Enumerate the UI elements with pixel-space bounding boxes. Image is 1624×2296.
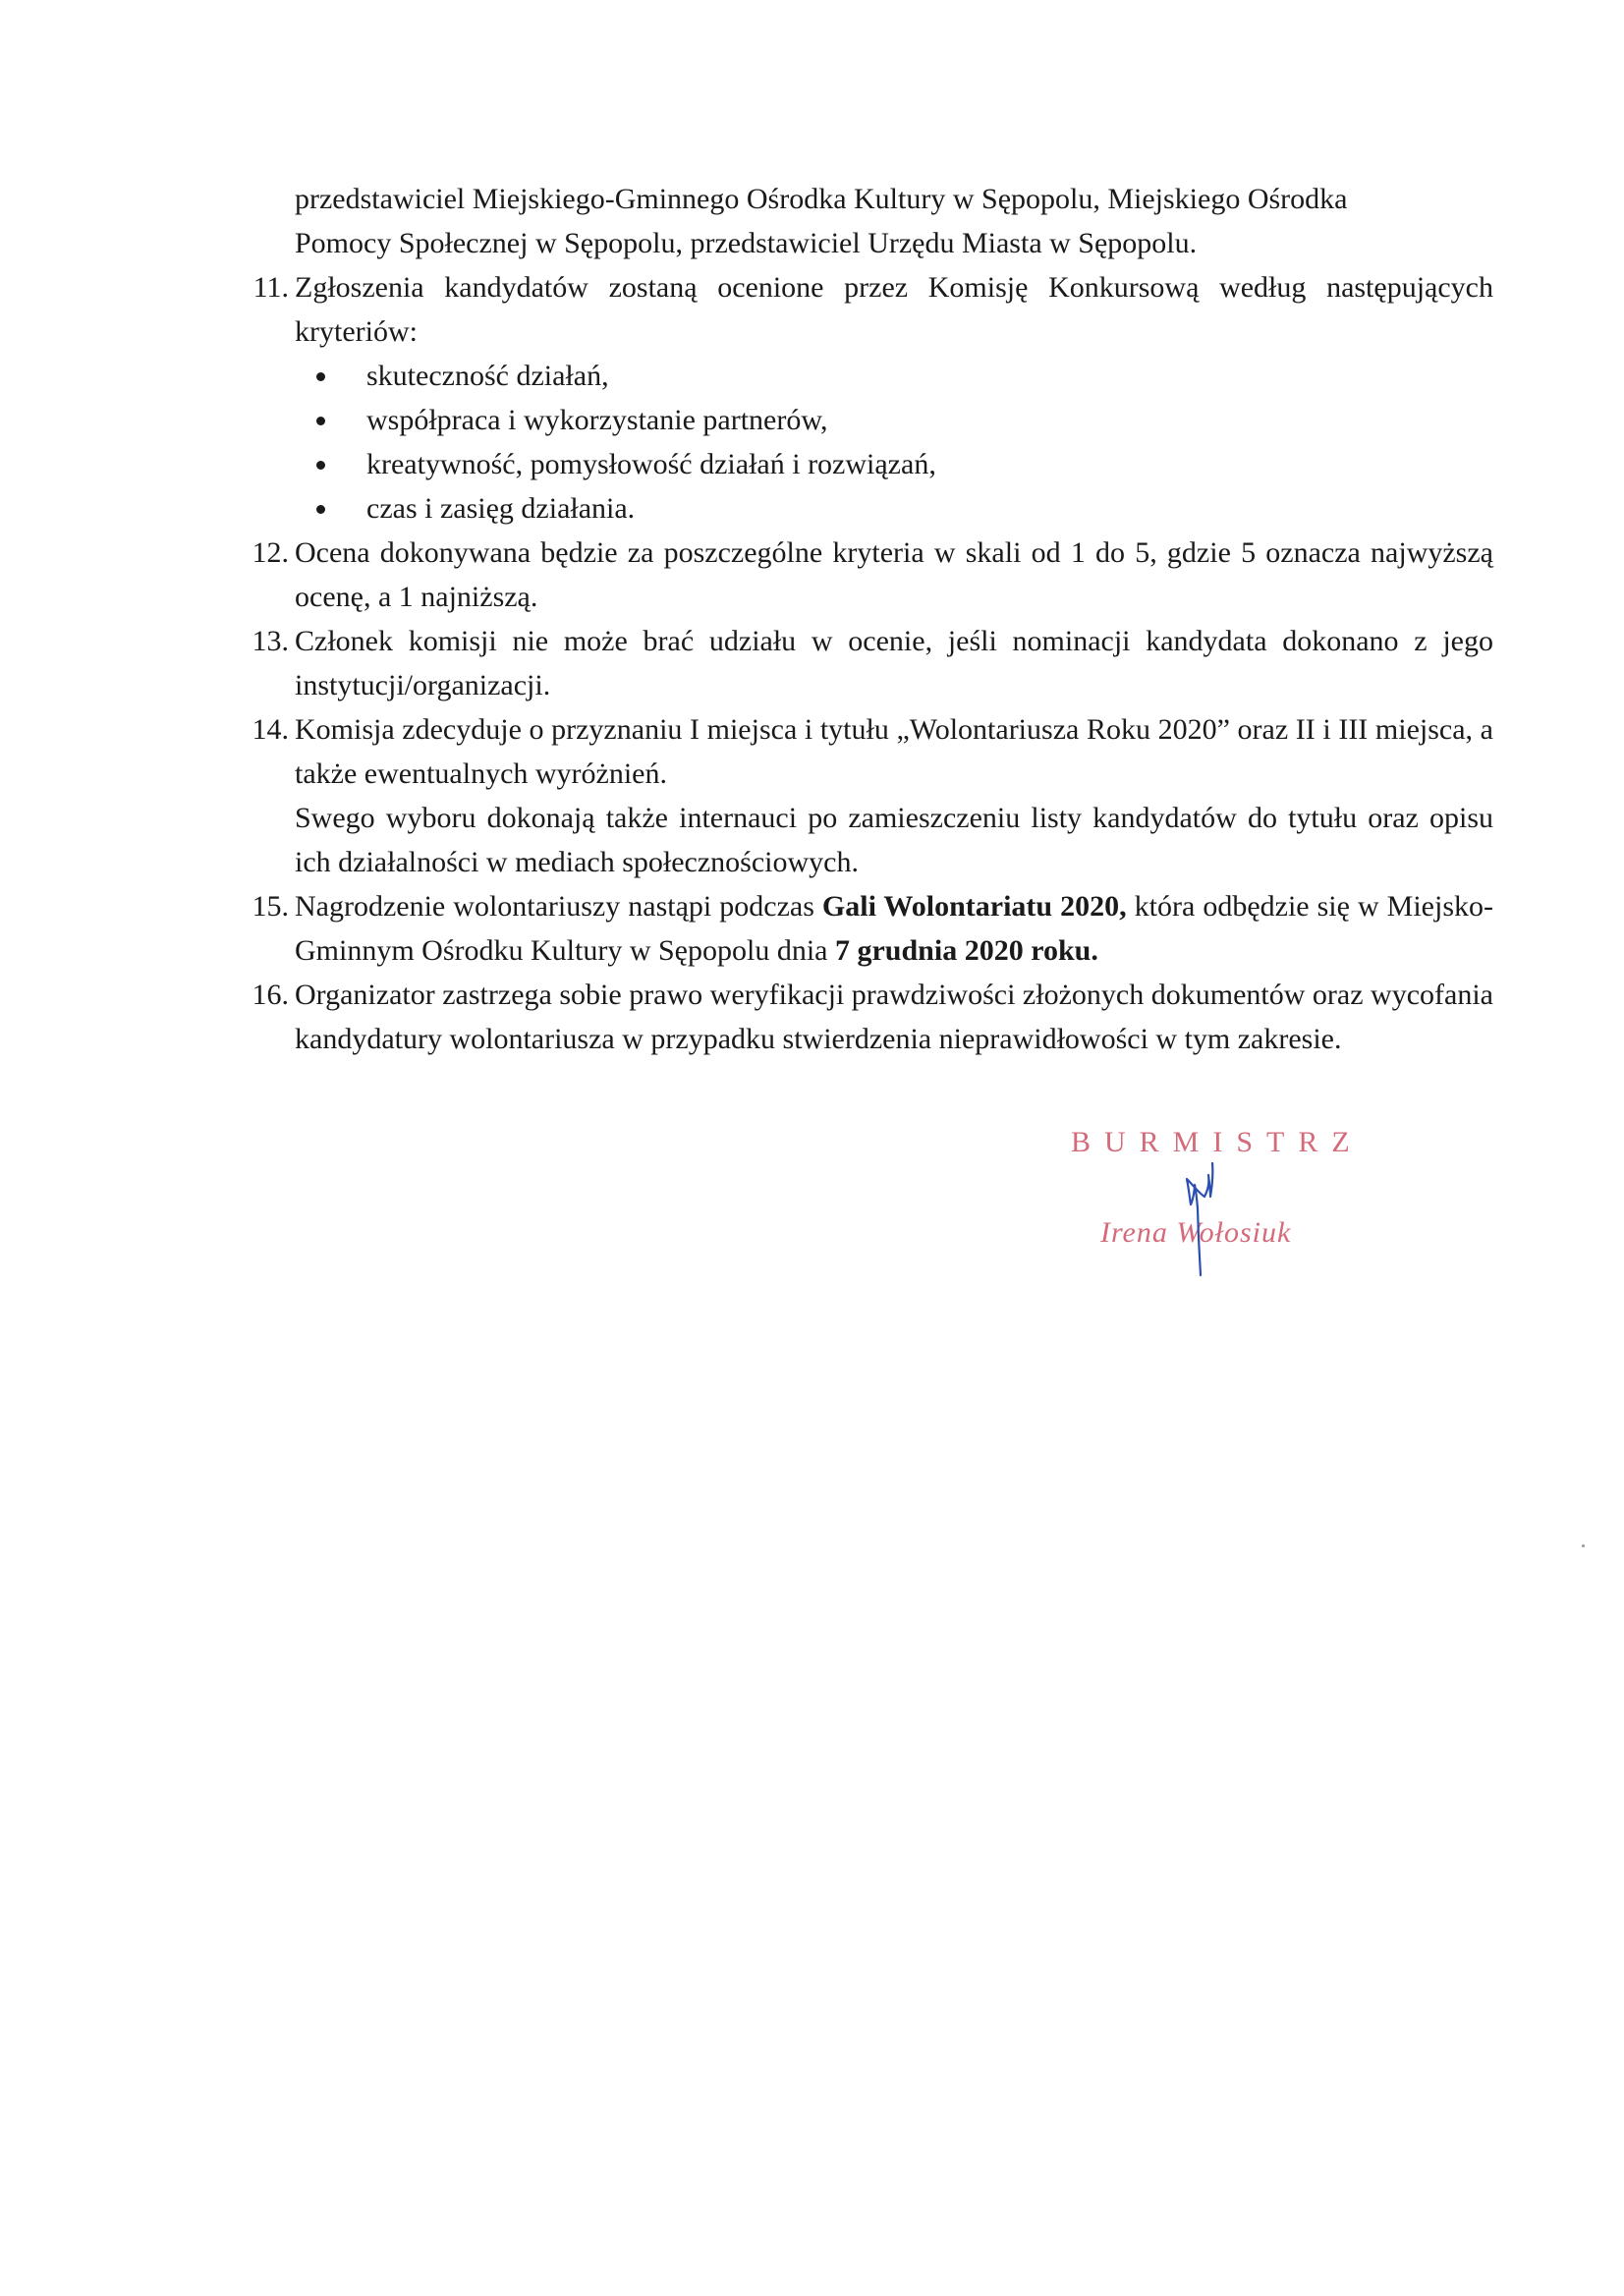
continuation-line-1: przedstawiciel Miejskiego-Gminnego Ośrodka Kultury w Sępopolu, Miejskiego Ośrodka <box>295 183 1348 215</box>
continuation-paragraph <box>236 177 1493 265</box>
continuation-line-2: Pomocy Społecznej w Sępopolu, przedstawiciel Urzędu Miasta w Sępopolu. <box>295 227 1198 259</box>
criteria-text: współpraca i wykorzystanie partnerów, <box>366 404 828 436</box>
item-text: Komisja zdecyduje o przyznaniu I miejsca i tytułu „Wolontariusza Roku 2020” oraz II i III miejsca, a także ewentualnych wyróżnień. <box>295 713 1493 790</box>
event-name: Gali Wolontariatu 2020, <box>821 890 1127 923</box>
list-item-16 <box>236 973 1493 1061</box>
bullet-icon <box>316 505 325 514</box>
criteria-text: skuteczność działań, <box>366 360 609 392</box>
scan-mark <box>1582 1544 1585 1547</box>
criteria-item <box>236 486 1493 531</box>
criteria-text: kreatywność, pomysłowość działań i rozwiązań, <box>366 448 936 480</box>
item-text: Zgłoszenia kandydatów zostaną ocenione przez Komisję Konkursową według następujących kryteriów: <box>295 271 1493 348</box>
item-number: 11. <box>252 271 289 304</box>
item-number: 16. <box>252 979 289 1011</box>
stamp-title: BURMISTRZ <box>1071 1126 1364 1158</box>
item-text-part-2: która odbędzie się w Miejsko-Gminnym Ośrodku Kultury w Sępopolu dnia <box>295 890 1493 967</box>
criteria-item <box>236 354 1493 398</box>
item-text: Członek komisji nie może brać udziału w ocenie, jeśli nominacji kandydata dokonano z jego instytucji/organizacji. <box>295 625 1493 701</box>
document-body <box>236 177 1493 1061</box>
list-item-15 <box>236 884 1493 973</box>
item-number: 12. <box>252 536 289 569</box>
criteria-text: czas i zasięg działania. <box>366 492 636 525</box>
item-number: 14. <box>252 713 289 746</box>
list-item-12 <box>236 531 1493 619</box>
list-item-11 <box>236 265 1493 354</box>
bullet-icon <box>316 417 325 425</box>
item-text: Organizator zastrzega sobie prawo weryfikacji prawdziwości złożonych dokumentów oraz wycofania kandydatury wolontariusza w przypadku stwierdzenia nieprawidłowości w tym zakresie. <box>295 979 1493 1055</box>
item-number: 13. <box>252 625 289 657</box>
bullet-icon <box>316 461 325 470</box>
signature-icon <box>1169 1140 1228 1277</box>
item-text-part-1: Nagrodzenie wolontariuszy nastąpi podczas <box>295 890 822 923</box>
list-item-14 <box>236 707 1493 796</box>
criteria-item <box>236 442 1493 486</box>
item-text-2: Swego wyboru dokonają także internauci po zamieszczeniu listy kandydatów do tytułu oraz opisu ich działalności w mediach społecznościowych. <box>295 802 1493 878</box>
list-item-14-continuation <box>236 796 1493 884</box>
item-text: Ocena dokonywana będzie za poszczególne kryteria w skali od 1 do 5, gdzie 5 oznacza najwyższą ocenę, a 1 najniższą. <box>295 536 1493 613</box>
item-number: 15. <box>252 890 289 923</box>
list-item-13 <box>236 619 1493 707</box>
mayor-stamp <box>1061 1120 1395 1287</box>
criteria-list <box>236 354 1493 531</box>
event-date: 7 grudnia 2020 roku. <box>834 934 1098 967</box>
criteria-item <box>236 398 1493 442</box>
stamp-name: Irena Wołosiuk <box>1100 1216 1292 1249</box>
bullet-icon <box>316 372 325 381</box>
